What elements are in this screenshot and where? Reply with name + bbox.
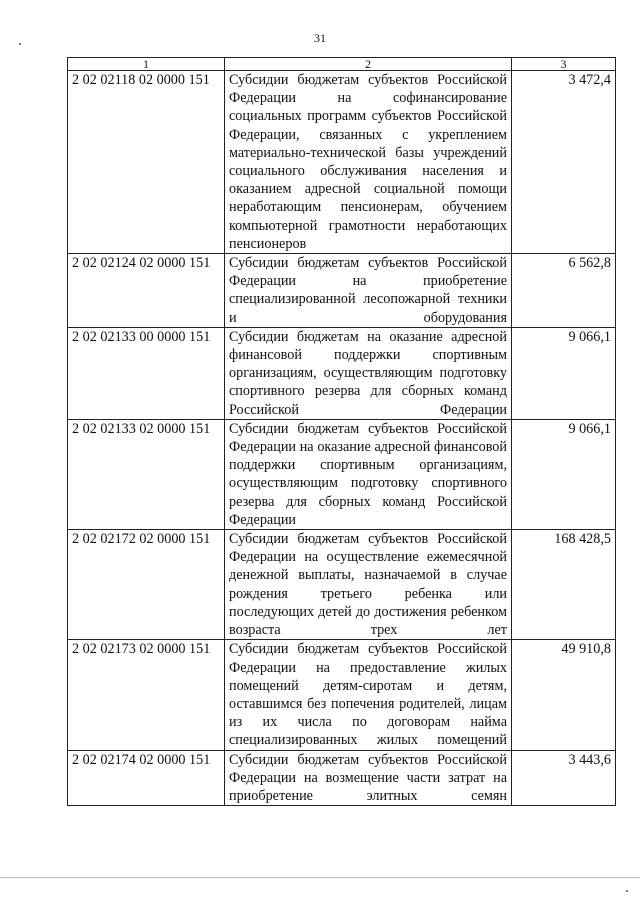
description-cell: Субсидии бюджетам субъектов Российской Федерации на приобретение специализированной лесопожарной техники и оборудования <box>225 254 512 328</box>
amount-cell: 3 472,4 <box>512 71 616 254</box>
amount-cell: 168 428,5 <box>512 530 616 640</box>
amount-cell: 9 066,1 <box>512 327 616 419</box>
budget-code-cell: 2 02 02174 02 0000 151 <box>68 750 225 806</box>
table-row <box>68 254 616 328</box>
amount-cell: 49 910,8 <box>512 640 616 750</box>
budget-code-cell: 2 02 02172 02 0000 151 <box>68 530 225 640</box>
column-header-2: 2 <box>225 58 512 71</box>
description-cell: Субсидии бюджетам субъектов Российской Федерации на оказание адресной финансовой поддержки спортивным организациям, осуществляющим подготовку спортивного резерва для сборных команд Российской Федерации <box>225 419 512 529</box>
page-number: 31 <box>314 31 326 45</box>
budget-table <box>67 57 616 806</box>
table-row <box>68 750 616 806</box>
column-header-3: 3 <box>512 58 616 71</box>
description-cell: Субсидии бюджетам субъектов Российской Федерации на предоставление жилых помещений детям-сиротам и детям, оставшимся без попечения родителей, лицам из их числа по договорам найма специализированных жилых помещений <box>225 640 512 750</box>
scan-speck <box>626 890 628 892</box>
budget-code-cell: 2 02 02133 00 0000 151 <box>68 327 225 419</box>
table-row <box>68 640 616 750</box>
budget-code-cell: 2 02 02124 02 0000 151 <box>68 254 225 328</box>
description-cell: Субсидии бюджетам субъектов Российской Федерации на возмещение части затрат на приобретение элитных семян <box>225 750 512 806</box>
table-row <box>68 327 616 419</box>
column-header-1: 1 <box>68 58 225 71</box>
table-header-row <box>68 58 616 71</box>
description-cell: Субсидии бюджетам субъектов Российской Федерации на осуществление ежемесячной денежной выплаты, назначаемой в случае рождения третьего ребенка или последующих детей до достижения ребенком возраста трех лет <box>225 530 512 640</box>
budget-code-cell: 2 02 02173 02 0000 151 <box>68 640 225 750</box>
scan-speck <box>19 43 21 45</box>
table-row <box>68 419 616 529</box>
table-row <box>68 530 616 640</box>
description-cell: Субсидии бюджетам субъектов Российской Федерации на софинансирование социальных программ субъектов Российской Федерации, связанных с укреплением материально-технической базы учреждений социального обслуживания населения и оказанием адресной социальной помощи неработающим пенсионерам, обучением компьютерной грамотности неработающих пенсионеров <box>225 71 512 254</box>
amount-cell: 6 562,8 <box>512 254 616 328</box>
amount-cell: 3 443,6 <box>512 750 616 806</box>
table-row <box>68 71 616 254</box>
budget-code-cell: 2 02 02133 02 0000 151 <box>68 419 225 529</box>
scan-edge-line <box>0 877 640 878</box>
amount-cell: 9 066,1 <box>512 419 616 529</box>
budget-code-cell: 2 02 02118 02 0000 151 <box>68 71 225 254</box>
description-cell: Субсидии бюджетам на оказание адресной финансовой поддержки спортивным организациям, осуществляющим подготовку спортивного резерва для сборных команд Российской Федерации <box>225 327 512 419</box>
